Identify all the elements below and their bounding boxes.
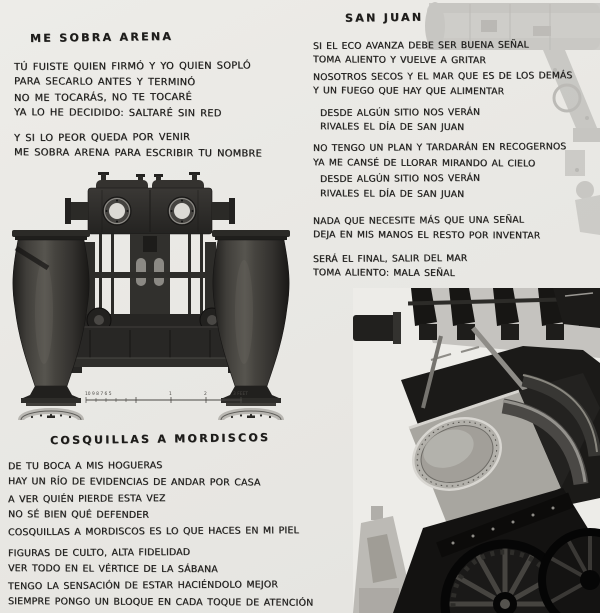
song-cosquillas-a-mordiscos: [8, 432, 353, 611]
lyric-line: RIVALES EL DÍA DE SAN JUAN: [319, 121, 465, 134]
lyric-line: NOSOTROS SECOS Y EL MAR QUE ES DE LOS DEMÁS: [312, 70, 573, 83]
lyric-line: YA LO HE DECIDIDO: SALTARÉ SIN RED: [13, 106, 222, 120]
stanza: [14, 59, 314, 121]
lyric-line: SERÁ EL FINAL, SALIR DEL MAR: [312, 252, 468, 265]
lyric-line: A VER QUIÉN PIERDE ESTA VEZ: [7, 493, 166, 506]
lyric-line: COSQUILLAS A MORDISCOS ES LO QUE HACES EN MI PIEL: [7, 525, 299, 539]
stanza: [8, 545, 353, 611]
lyric-line: DE TU BOCA A MIS HOGUERAS: [7, 460, 163, 473]
scale-left-numbers: 10 9 8 7 6 5: [85, 392, 112, 397]
lyric-line: TÚ FUISTE QUIEN FIRMÓ Y YO QUIEN SOPLÓ: [13, 60, 251, 74]
lyric-line: NO TENGO UN PLAN Y TARDARÁN EN RECOGERNOS: [312, 141, 567, 155]
lyric-line: YA ME CANSÉ DE LLORAR MIRANDO AL CIELO: [312, 157, 536, 170]
lyric-line: TOMA ALIENTO: MALA SEÑAL: [312, 267, 455, 280]
lyric-line: DEJA EN MIS MANOS EL RESTO POR INVENTAR: [312, 229, 541, 242]
lyric-line: Y UN FUEGO QUE HAY QUE ALIMENTAR: [312, 85, 505, 98]
lyric-line: NO SÉ BIEN QUÉ DEFENDER: [7, 508, 150, 521]
song-me-sobra-arena: [14, 30, 314, 162]
song-san-juan: [313, 10, 600, 282]
lyric-line: DESDE ALGÚN SITIO NOS VERÁN: [319, 106, 481, 119]
lyric-line: PARA SECARLO ANTES Y TERMINÓ: [13, 75, 196, 88]
lyric-line: TENGO LA SENSACIÓN DE ESTAR HACIÉNDOLO MEJOR: [7, 579, 279, 593]
scale-number-3-feet: 3 FEET: [233, 392, 248, 397]
stanza: [313, 213, 600, 244]
lyric-line: FIGURAS DE CULTO, ALTA FIDELIDAD: [7, 546, 191, 560]
scale-number-2: 2: [204, 392, 207, 397]
engine-engraving-image: [2, 172, 310, 424]
lyric-line: VER TODO EN EL VÉRTICE DE LA SÁBANA: [7, 562, 218, 575]
engraving-shapes: [12, 172, 290, 420]
song-title-me-sobra-arena: ME SOBRA ARENA: [29, 29, 174, 45]
lyric-line: ME SOBRA ARENA PARA ESCRIBIR TU NOMBRE: [13, 147, 263, 160]
lyric-line: TOMA ALIENTO Y VUELVE A GRITAR: [312, 54, 487, 67]
lyric-line: HAY UN RÍO DE EVIDENCIAS DE ANDAR POR CASA: [7, 475, 261, 489]
lyric-line: NO ME TOCARÁS, NO TE TOCARÉ: [13, 91, 193, 105]
song-title-cosquillas-a-mordiscos: COSQUILLAS A MORDISCOS: [49, 431, 271, 448]
lyric-line: SI EL ECO AVANZA DEBE SER BUENA SEÑAL: [312, 39, 529, 53]
lyric-line: DESDE ALGÚN SITIO NOS VERÁN: [319, 173, 481, 186]
engine-photo-shapes: [353, 288, 600, 613]
song-title-san-juan: SAN JUAN: [344, 10, 424, 25]
lyric-line: SIEMPRE PONGO UN BLOQUE EN CADA TOQUE DE ATENCIÓN: [7, 595, 314, 609]
lyric-line: NADA QUE NECESITE MÁS QUE UNA SEÑAL: [312, 214, 525, 228]
stanza: [8, 458, 353, 541]
stanza: [313, 38, 600, 100]
stanza: [313, 140, 600, 202]
lyric-line: RIVALES EL DÍA DE SAN JUAN: [319, 187, 465, 200]
lyric-line: Y SI LO PEOR QUEDA POR VENIR: [13, 132, 191, 145]
stanza: [14, 130, 314, 161]
stanza: [313, 251, 600, 282]
engine-photo-image: [353, 288, 600, 613]
scale-number-1: 1: [169, 392, 172, 397]
stanza: [313, 105, 600, 136]
